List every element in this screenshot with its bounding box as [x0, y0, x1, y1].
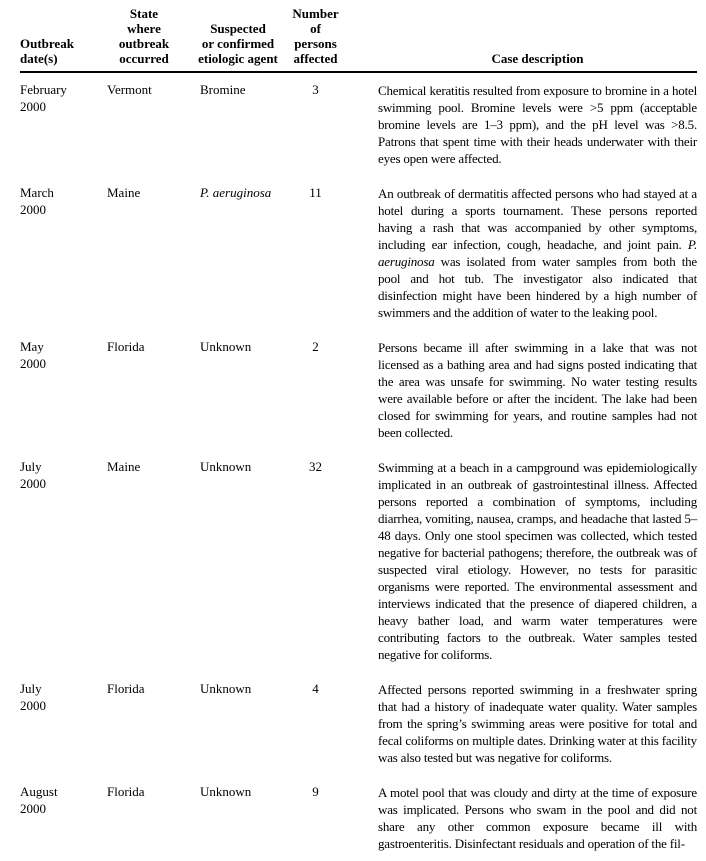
cell-state: Maine: [107, 459, 141, 474]
cell-outbreak-date: May 2000: [20, 339, 46, 371]
cell-case-description: Swimming at a beach in a campground was epidemiologically implicated in an outbreak of gastrointestinal illness. Affected persons reported a combination of symptoms, including diarrhea, vomiting, nausea, cramps, and headache that lasted 5–48 days. Only one stool specimen was collected, which tested negative for bacterial pathogens; therefore, the outbreak was of suspected viral etiology. However, no tests for parasitic organisms were reported. The environmental assessment and interviews indicated that the presence of diapered children, a heavy bather load, and warm water temperatures were contributing factors to the outbreak. Water samples tested negative for coliforms.: [378, 460, 697, 662]
cell-etiologic-agent: Unknown: [200, 681, 252, 696]
column-header-agent: Suspected or confirmed etiologic agent: [188, 4, 288, 72]
column-header-date: Outbreak date(s): [20, 4, 100, 72]
cell-etiologic-agent: P. aeruginosa: [200, 185, 272, 200]
column-header-state: State where outbreak occurred: [100, 4, 188, 72]
cell-state: Florida: [107, 339, 145, 354]
cell-persons-affected: 9: [312, 784, 319, 799]
cell-outbreak-date: July 2000: [20, 459, 46, 491]
table-body: [20, 72, 697, 861]
table-row: [20, 672, 697, 775]
table-header: [20, 4, 697, 72]
cell-case-description: An outbreak of dermatitis affected persons who had stayed at a hotel during a sports tournament. These persons reported having a rash that was accompanied by other symptoms, including ear infection, cough, headache, and joint pain. P. aeruginosa was isolated from water samples from both the pool and hot tub. The investigator also indicated that disinfection might have been hindered by a high number of swimmers and the addition of water to the leaking pool.: [378, 186, 697, 320]
cell-outbreak-date: February 2000: [20, 82, 67, 114]
table-row: [20, 330, 697, 450]
column-header-affected: Number of persons affected: [288, 4, 343, 72]
table-row: [20, 72, 697, 176]
cell-persons-affected: 3: [312, 82, 319, 97]
cell-case-description: A motel pool that was cloudy and dirty at the time of exposure was implicated. Persons who swam in the pool and did not share any other common exposure became ill with gastroenteritis. Disinfectant residuals and operation of the fil-: [378, 785, 697, 851]
cell-etiologic-agent: Bromine: [200, 82, 246, 97]
cell-persons-affected: 32: [309, 459, 322, 474]
cell-case-description: Chemical keratitis resulted from exposure to bromine in a hotel swimming pool. Bromine levels were >5 ppm (acceptable bromine levels are 1–3 ppm), and the pH level was >8.5. Patrons that spent time with their heads underwater with their eyes open were affected.: [378, 83, 697, 166]
cell-outbreak-date: July 2000: [20, 681, 46, 713]
cell-persons-affected: 4: [312, 681, 319, 696]
table-row: [20, 176, 697, 330]
cell-etiologic-agent: Unknown: [200, 784, 252, 799]
cell-state: Florida: [107, 681, 145, 696]
table-header-row: [20, 4, 697, 72]
column-header-description: Case description: [343, 4, 697, 72]
cell-state: Vermont: [107, 82, 152, 97]
cell-case-description: Persons became ill after swimming in a lake that was not licensed as a bathing area and had signs posted indicating that the area was unsafe for swimming. No water testing results were available before or after the incident. The lake had been closed for swimming for years, and routine samples had not been collected.: [378, 340, 697, 440]
cell-persons-affected: 2: [312, 339, 319, 354]
cell-etiologic-agent: Unknown: [200, 339, 252, 354]
cell-persons-affected: 11: [309, 185, 322, 200]
cell-outbreak-date: August 2000: [20, 784, 58, 816]
cell-state: Florida: [107, 784, 145, 799]
cell-etiologic-agent: Unknown: [200, 459, 252, 474]
cell-outbreak-date: March 2000: [20, 185, 54, 217]
cell-case-description: Affected persons reported swimming in a freshwater spring that had a history of inadequate water quality. Water samples from the spring’s swimming areas were positive for total and fecal coliforms on multiple dates. Drinking water at this facility was also tested but was negative for coliforms.: [378, 682, 697, 765]
cell-state: Maine: [107, 185, 141, 200]
outbreaks-table: [20, 4, 697, 861]
table-row: [20, 775, 697, 861]
table-row: [20, 450, 697, 672]
